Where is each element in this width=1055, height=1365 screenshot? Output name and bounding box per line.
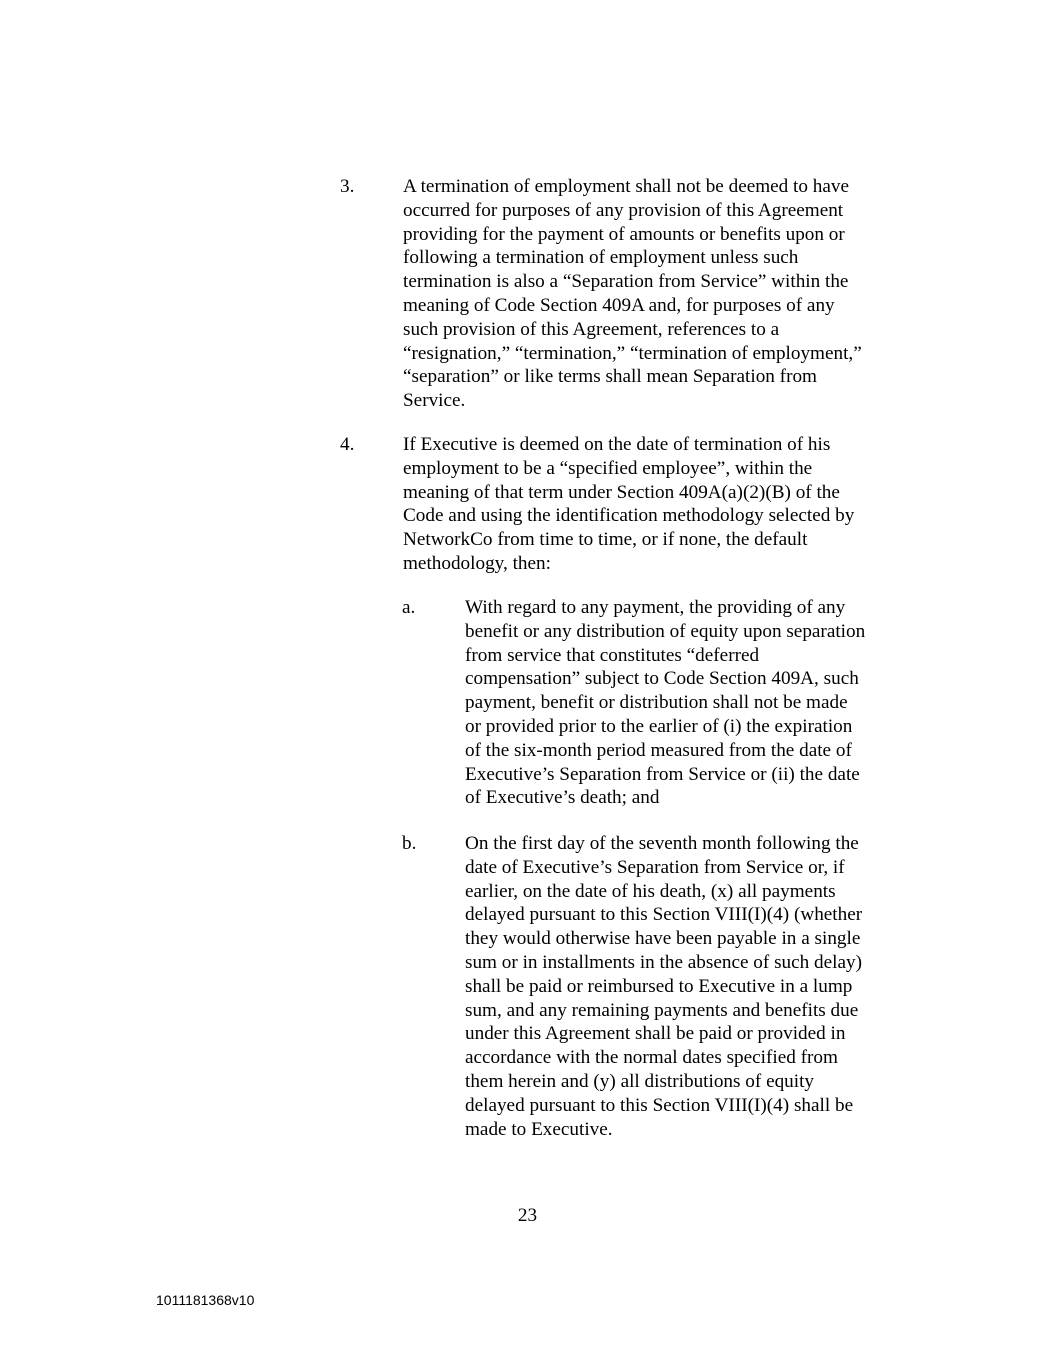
- text-line: from service that constitutes “deferred: [465, 644, 760, 666]
- text-line: Executive’s Separation from Service or (ii) the date: [465, 763, 860, 785]
- text-line: occurred for purposes of any provision of this Agreement: [403, 199, 844, 221]
- item-number: 4.: [340, 434, 355, 455]
- page-number: 23: [517, 1205, 538, 1226]
- item-number: 3.: [340, 176, 355, 197]
- text-line: delayed pursuant to this Section VIII(I)(4) (whether: [465, 904, 863, 926]
- text-line: following a termination of employment unless such: [403, 247, 799, 269]
- text-line: date of Executive’s Separation from Service or, if: [465, 856, 845, 878]
- text-line: meaning of that term under Section 409A(a)(2)(B) of the: [403, 481, 840, 503]
- item-text: [465, 596, 865, 810]
- text-line: or provided prior to the earlier of (i) the expiration: [465, 715, 853, 737]
- text-line: Service.: [403, 390, 466, 412]
- text-line: Code and using the identification methodology selected by: [403, 505, 855, 527]
- text-line: accordance with the normal dates specified from: [465, 1047, 838, 1069]
- text-line: sum, and any remaining payments and benefits due: [465, 999, 859, 1021]
- text-line: “separation” or like terms shall mean Separation from: [403, 366, 817, 388]
- text-line: delayed pursuant to this Section VIII(I)(4) shall be: [465, 1094, 854, 1116]
- text-line: them herein and (y) all distributions of equity: [465, 1070, 815, 1092]
- item-letter: b.: [402, 833, 417, 854]
- text-line: On the first day of the seventh month following the: [465, 833, 859, 854]
- text-line: under this Agreement shall be paid or provided in: [465, 1023, 846, 1045]
- text-line: With regard to any payment, the providing of any: [465, 597, 846, 618]
- text-line: compensation” subject to Code Section 409A, such: [465, 668, 859, 690]
- text-line: sum or in installments in the absence of such delay): [465, 951, 862, 973]
- item-letter: a.: [402, 597, 416, 618]
- text-line: earlier, on the date of his death, (x) all payments: [465, 880, 836, 902]
- text-line: employment to be a “specified employee”, within the: [403, 457, 813, 479]
- text-line: shall be paid or reimbursed to Executive in a lump: [465, 975, 853, 997]
- text-line: such provision of this Agreement, references to a: [403, 318, 780, 340]
- text-line: If Executive is deemed on the date of termination of his: [403, 434, 831, 455]
- text-line: they would otherwise have been payable in a single: [465, 928, 861, 950]
- text-line: A termination of employment shall not be deemed to have: [403, 176, 849, 197]
- text-line: payment, benefit or distribution shall not be made: [465, 692, 848, 714]
- text-line: of the six-month period measured from the date of: [465, 739, 852, 761]
- text-line: NetworkCo from time to time, or if none, the default: [403, 529, 808, 551]
- item-text: [465, 832, 862, 1141]
- text-line: benefit or any distribution of equity upon separation: [465, 620, 866, 642]
- text-line: providing for the payment of amounts or benefits upon or: [403, 223, 845, 245]
- text-line: termination is also a “Separation from Service” within the: [403, 271, 849, 293]
- text-line: meaning of Code Section 409A and, for purposes of any: [403, 294, 835, 316]
- text-line: of Executive’s death; and: [465, 787, 660, 809]
- document-id: 1011181368v10: [156, 1292, 255, 1308]
- item-text: [403, 433, 854, 576]
- text-line: methodology, then:: [403, 552, 551, 574]
- text-line: “resignation,” “termination,” “termination of employment,”: [403, 342, 862, 364]
- item-text: [403, 175, 862, 413]
- text-line: made to Executive.: [465, 1118, 613, 1140]
